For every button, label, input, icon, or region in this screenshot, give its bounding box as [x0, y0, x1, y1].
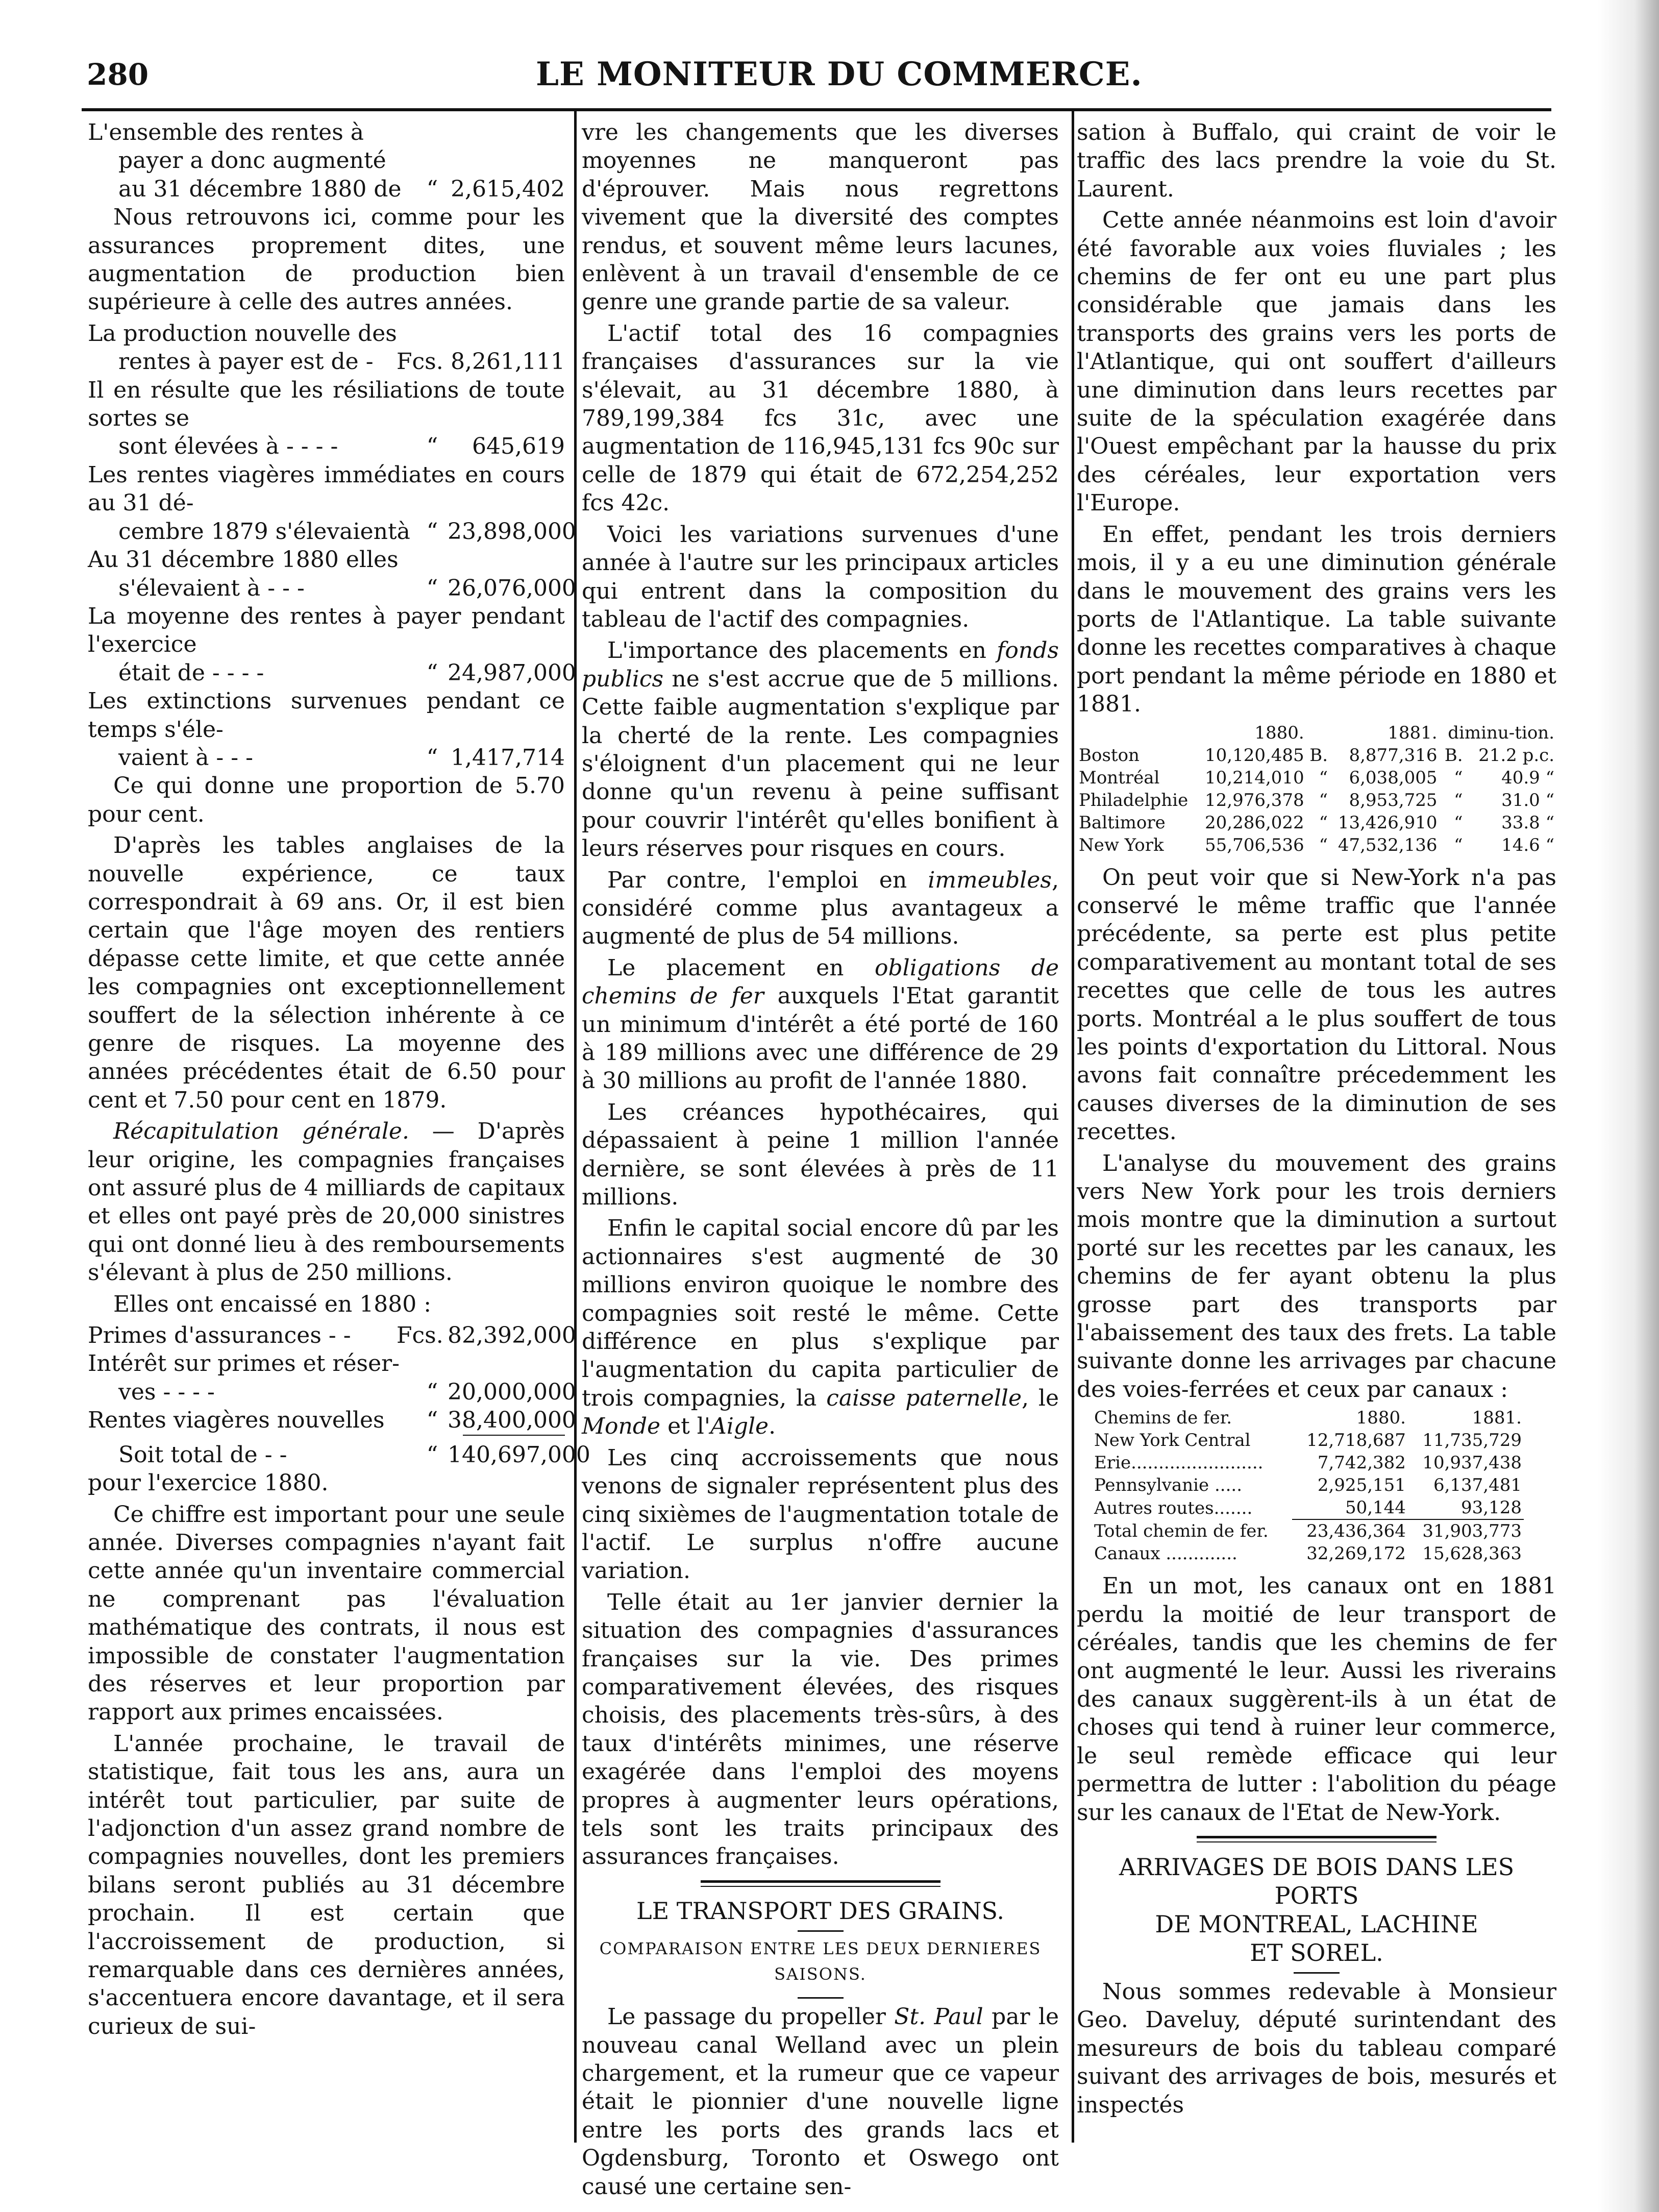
table-total-row	[1092, 1542, 1524, 1565]
section-heading: LE TRANSPORT DES GRAINS.	[636, 1897, 1004, 1925]
paragraph: D'après les tables anglaises de la nouvelle expérience, ce taux correspondrait à 69 ans. Or, il est bien certain que l'âge moyen des rentiers dépasse cette limite, et que cette année les compagnies ont exceptionnellement souffert de la sélection inhérente à ce genre de risques. La moyenne des années précédentes était de 6.50 pour cent et 7.50 pour cent en 1879.	[88, 832, 565, 1113]
stat-row: Les rentes viagères immédiates en cours au 31 dé- cembre 1879 s'élevaientà “ 23,898,000	[88, 461, 576, 545]
paragraph: Le placement en obligations de chemins de fer auxquels l'Etat garantit un minimum d'intérêt a été porté de 160 à 189 millions avec une différence de 29 à 30 millions au profit de l'année 1880.	[582, 954, 1059, 1094]
table-cell: 55,706,536	[1205, 834, 1304, 855]
table-header-cell: 1880.	[1254, 722, 1304, 743]
stat-row: L'ensemble des rentes à payer a donc augmenté au 31 décembre 1880 de “ 2,615,402	[88, 119, 565, 202]
paragraph: Les créances hypothécaires, qui dépassaient à peine 1 million l'année dernière, se sont élevées à près de 11 millions.	[582, 1099, 1059, 1211]
stat-row: Intérêt sur primes et réser- ves - - - - “ 20,000,000	[88, 1350, 576, 1405]
column-3	[1077, 118, 1556, 2155]
stat-row: Les extinctions survenues pendant ce temps s'éle- vaient à - - - “ 1,417,714	[88, 688, 565, 771]
table-header-cell: 1880.	[1356, 1408, 1406, 1429]
paragraph: Par contre, l'emploi en immeubles, considéré comme plus avantageux a augmenté de plus de 54 millions.	[582, 867, 1059, 950]
table-cell: 6,137,481	[1433, 1475, 1522, 1496]
table-cell: 8,953,725	[1349, 790, 1438, 810]
table-cell: 93,128	[1461, 1497, 1522, 1518]
table-cell: 12,976,378	[1205, 790, 1304, 810]
table-cell: 31.0 “	[1501, 790, 1554, 810]
table-cell: Pennsylvanie .....	[1094, 1475, 1243, 1496]
table-cell: “	[1319, 790, 1328, 810]
paragraph: En un mot, les canaux ont en 1881 perdu la moitié de leur transport de céréales, tandis que les chemins de fer ont augmenté le leur. Aussi les riverains des canaux suggèrent-ils à un état de choses qui tend à ruiner leur commerce, le seul remède efficace qui leur permettra de lutter : l'abolition du péage sur les canaux de l'Etat de New-York.	[1077, 1573, 1556, 1826]
paragraph: Nous retrouvons ici, comme pour les assurances proprement dites, une augmentation de production bien supérieure à celle des autres années.	[88, 204, 565, 315]
table-cell: 33.8 “	[1501, 812, 1554, 833]
table-header-cell	[1077, 722, 1197, 744]
table-cell: Boston	[1079, 745, 1140, 766]
paragraph: En effet, pendant les trois derniers mois, il y a eu une diminution générale dans le mouvement des grains vers les ports de l'Atlantique. La table suivante donne les recettes comparatives à chaque port pendant la même période en 1880 et 1881.	[1077, 521, 1556, 718]
table-cell: Autres routes.......	[1094, 1497, 1253, 1518]
table-header-cell	[1306, 722, 1330, 744]
paragraph: Les cinq accroissements que nous venons de signaler représentent plus des cinq sixièmes de l'augmentation totale de l'actif. Le surplus n'offre aucune variation.	[582, 1444, 1059, 1584]
paragraph: sation à Buffalo, qui craint de voir le traffic des lacs prendre la voie du St. Laurent.	[1077, 119, 1556, 202]
table-header-cell: diminu-tion.	[1448, 722, 1554, 743]
table-cell: 21.2 p.c.	[1478, 745, 1554, 766]
sum-rule	[463, 1435, 565, 1436]
table-cell: 7,742,382	[1317, 1453, 1406, 1473]
table-cell: 12,718,687	[1306, 1430, 1406, 1451]
paragraph: L'actif total des 16 compagnies françaises d'assurances sur la vie s'élevait, au 31 décembre 1880, à 789,199,384 fcs 31c, avec une augmentation de 116,945,131 fcs 90c sur celle de 1879 qui était de 672,254,252 fcs 42c.	[582, 320, 1059, 517]
table-cell: 8,877,316	[1349, 745, 1438, 766]
table-cell: 40.9 “	[1501, 767, 1554, 788]
paragraph: On peut voir que si New-York n'a pas conservé le même traffic que l'année précédente, sa perte est plus petite comparativement au montant total de ses recettes que celle de tous les autres ports. Montréal a le plus souffert de tous les points d'exportation du Littoral. Nous avons fait connaître précedemment les causes diverses de la diminution de ses recettes.	[1077, 864, 1556, 1145]
table-total-row	[1092, 1520, 1524, 1542]
table-cell: “	[1319, 812, 1328, 833]
table-cell: 47,532,136	[1338, 834, 1438, 855]
header-rule	[82, 108, 1551, 111]
table-cell: 50,144	[1345, 1497, 1406, 1518]
stat-row: La production nouvelle des rentes à payer est de - Fcs. 8,261,111	[88, 320, 565, 375]
paragraph: Récapitulation générale. — D'après leur origine, les compagnies françaises ont assuré plus de 4 milliards de capitaux et elles ont payé près de 20,000 sinistres qui ont donné lieu à des remboursements s'élevant à plus de 250 millions.	[88, 1118, 565, 1286]
column-2	[582, 118, 1059, 2200]
table-cell: Total chemin de fer.	[1094, 1521, 1269, 1542]
table-cell: “	[1454, 834, 1463, 855]
short-rule	[798, 1930, 844, 1932]
column-divider-2	[1072, 111, 1074, 2143]
stat-caption: pour l'exercice 1880.	[88, 1470, 329, 1496]
table-cell: Baltimore	[1079, 812, 1166, 833]
table-cell: 32,269,172	[1306, 1543, 1406, 1564]
table-cell: 31,903,773	[1422, 1521, 1522, 1542]
table-row	[1077, 789, 1556, 812]
table-row	[1092, 1429, 1524, 1452]
table-cell: 20,286,022	[1205, 812, 1304, 833]
paragraph: Enfin le capital social encore dû par les actionnaires s'est augmenté de 30 millions environ quoique le nombre des compagnies soit resté le même. Cette différence en plus s'explique par l'augmentation du capita particulier de trois compagnies, la caisse paternelle, le Monde et l'Aigle.	[582, 1215, 1059, 1440]
table-cell: 6,038,005	[1349, 767, 1438, 788]
table-cell: New York	[1079, 834, 1164, 855]
table-cell: Montréal	[1079, 767, 1160, 788]
table-row	[1092, 1496, 1524, 1519]
table-row	[1077, 812, 1556, 834]
table-row	[1077, 834, 1556, 856]
table-row	[1092, 1452, 1524, 1474]
table-cell: Philadelphie	[1079, 790, 1188, 810]
section-subheading: COMPARAISON ENTRE LES DEUX DERNIERES SAISONS.	[599, 1939, 1042, 1984]
table-row	[1077, 744, 1556, 767]
table-header-cell: 1881.	[1388, 722, 1438, 743]
column-1	[88, 118, 590, 2155]
table-header-cell: Chemins de fer.	[1094, 1408, 1232, 1429]
section-heading: ARRIVAGES DE BOIS DANS LES PORTS DE MONTREAL, LACHINE ET SOREL.	[1119, 1853, 1515, 1967]
paragraph: Cette année néanmoins est loin d'avoir été favorable aux voies fluviales ; les chemins de fer ont eu une part plus considérable que jamais dans les transports des grains vers les ports de l'Atlantique, qui ont souffert d'ailleurs une diminution dans leurs recettes par suite de la spéculation exagérée dans l'Ouest empêchant par la hausse du prix des céréales, leur exportation vers l'Europe.	[1077, 207, 1556, 517]
stat-row: Soit total de - - “ 140,697,000	[118, 1441, 590, 1468]
short-rule	[798, 1997, 844, 1999]
paragraph: L'analyse du mouvement des grains vers New York pour les trois derniers mois montre que la diminution a surtout porté sur les recettes par les canaux, les chemins de fer ayant obtenu la plus grosse part des transports par l'abaissement des taux des frets. La table suivante donne les arrivages par chacune des voies-ferrées et ceux par canaux :	[1077, 1150, 1556, 1403]
paragraph: Ce qui donne une proportion de 5.70 pour cent.	[88, 773, 565, 827]
paragraph: Voici les variations survenues d'une année à l'autre sur les principaux articles qui entrent dans la composition du tableau de l'actif des compagnies.	[582, 521, 1059, 632]
paragraph: vre les changements que les diverses moyennes ne manqueront pas d'éprouver. Mais nous regrettons vivement que la diversité des comptes rendus, et souvent même leurs lacunes, enlèvent à un travail d'ensemble de ce genre une grande partie de sa valeur.	[582, 119, 1059, 315]
short-rule	[1294, 1972, 1340, 1974]
table-cell: 14.6 “	[1501, 834, 1554, 855]
table-cell: 15,628,363	[1422, 1543, 1522, 1564]
table-row	[1092, 1474, 1524, 1496]
railways-table	[1092, 1407, 1524, 1565]
table-cell: 13,426,910	[1338, 812, 1438, 833]
table-cell: 2,925,151	[1317, 1475, 1406, 1496]
paragraph: Nous sommes redevable à Monsieur Geo. Daveluy, député surintendant des mesureurs de bois du tableau comparé suivant des arrivages de bois, mesurés et inspectés	[1077, 1978, 1556, 2118]
ports-table	[1077, 722, 1556, 856]
table-row	[1077, 767, 1556, 789]
table-cell: B.	[1309, 745, 1328, 766]
table-cell: “	[1454, 790, 1463, 810]
table-cell: “	[1319, 834, 1328, 855]
table-cell: Canaux .............	[1094, 1543, 1237, 1564]
table-cell: 10,214,010	[1205, 767, 1304, 788]
section-rule	[1197, 1836, 1437, 1842]
stat-row: Au 31 décembre 1880 elles s'élevaient à - - - “ 26,076,000	[88, 547, 576, 601]
table-cell: 11,735,729	[1422, 1430, 1522, 1451]
paragraph: L'importance des placements en fonds publics ne s'est accrue que de 5 millions. Cette faible augmentation s'explique par la cherté de la rente. Les compagnies s'éloignent d'un placement qui ne leur donne qu'un revenu à peine suffisant pour couvrir l'intérêt qu'elles bonifient à leurs réserves pour risques en cours.	[582, 637, 1059, 862]
column-divider-1	[574, 111, 577, 2143]
stat-row: Primes d'assurances - - Fcs. 82,392,000	[88, 1322, 576, 1349]
paragraph: Elles ont encaissé en 1880 :	[113, 1291, 432, 1317]
table-cell: “	[1454, 767, 1463, 788]
table-cell: “	[1454, 812, 1463, 833]
masthead-title: LE MONITEUR DU COMMERCE.	[536, 55, 1143, 93]
section-rule	[701, 1880, 940, 1887]
table-cell: B.	[1444, 745, 1463, 766]
table-cell: New York Central	[1094, 1430, 1251, 1451]
table-cell: Erie........................	[1094, 1453, 1264, 1473]
stat-row: Rentes viagères nouvelles “ 38,400,000	[88, 1407, 576, 1434]
table-cell: 23,436,364	[1306, 1521, 1406, 1542]
stat-row: Il en résulte que les résiliations de toute sortes se sont élevées à - - - - “ 645,619	[88, 377, 565, 460]
paragraph: Le passage du propeller St. Paul par le nouveau canal Welland avec un plein chargement, et la rumeur que ce vapeur était le pionnier d'une nouvelle ligne entre les ports des grands lacs et Ogdensburg, Toronto et Oswego ont causé une certaine sen-	[582, 2004, 1059, 2200]
table-cell: 10,937,438	[1422, 1453, 1522, 1473]
table-header-cell: 1881.	[1472, 1408, 1522, 1429]
stat-row: La moyenne des rentes à payer pendant l'exercice était de - - - - “ 24,987,000	[88, 603, 576, 686]
scan-edge-shadow	[1598, 0, 1659, 2212]
page-number: 280	[87, 57, 149, 92]
paragraph: Telle était au 1er janvier dernier la situation des compagnies d'assurances françaises sur la vie. Des primes comparativement élevées, des risques choisis, des placements très-sûrs, à des taux d'intérêts minimes, une réserve exagérée dans l'emploi des moyens propres à augmenter leurs opérations, tels sont les traits principaux des assurances françaises.	[582, 1589, 1059, 1870]
table-cell: 10,120,485	[1205, 745, 1304, 766]
table-cell: “	[1319, 767, 1328, 788]
paragraph: L'année prochaine, le travail de statistique, fait tous les ans, aura un intérêt tout particulier, par suite de l'adjonction d'un assez grand nombre de compagnies nouvelles, dont les premiers bilans seront publiés au 31 décembre prochain. Il est certain que l'accroissement de production, si remarquable dans ces dernières années, s'accentuera encore davantage, et il sera curieux de sui-	[88, 1730, 565, 2039]
paragraph: Ce chiffre est important pour une seule année. Diverses compagnies n'ayant fait cette année qu'un inventaire commercial ne comprenant pas l'évaluation mathématique des contrats, il nous est impossible de constater l'augmentation des réserves et leur proportion par rapport aux primes encaissées.	[88, 1501, 565, 1726]
